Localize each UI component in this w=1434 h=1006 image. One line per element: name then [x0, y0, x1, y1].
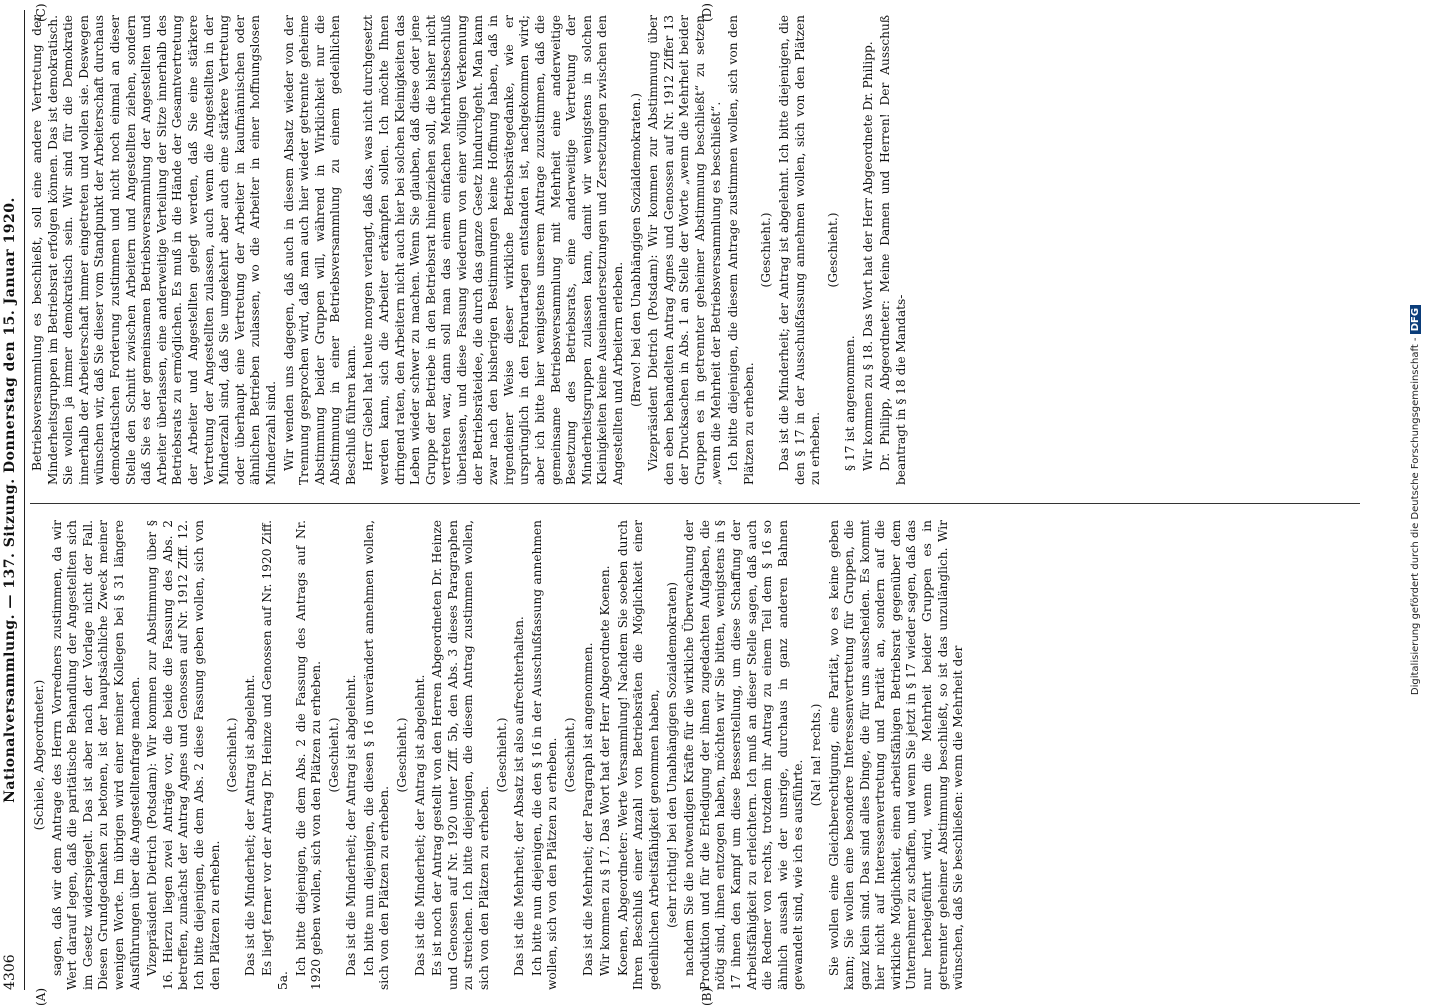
left-column-paragraph: nachdem Sie die notwendigen Kräfte für die wirkliche Überwachung der Produktion und für die Erledigung der ihnen zugedachten Aufgaben, die nötig sind, ihnen entzogen haben, möchten wir Sie bitten, wenigstens in § 17 ihnen den Kampf um diese Besserstellung, um diese Schaffung der Arbeitsfähigkeit zu erleichtern. Ich muß an dieser Stelle sagen, daß auch die Redner von rechts, trotzdem ihr Antrag zu einem Teil dem § 16 so ähnlich aussah wie der unsrige, durchaus in ganz anderen Bahnen gewandelt sind, wie ich es ausführte. — [682, 520, 806, 990]
left-column-paragraph: Wir kommen zu § 17. Das Wort hat der Herr Abgeordnete Koenen. — [598, 565, 613, 976]
left-column-paragraph: (Geschieht.) — [395, 717, 410, 793]
left-column-paragraph: Koenen, Abgeordneter: Werte Versammlung! Nachdem Sie soeben durch Ihren Beschluß einer Anzahl von Betriebsräten die Möglichkeit einer gedeihlichen Arbeitsfähigkeit genommen haben, — [615, 520, 661, 990]
left-column-paragraph: Das ist die Minderheit; der Antrag ist abgelehnt. — [344, 674, 359, 976]
left-column-paragraph: sagen, daß wir dem Antrage des Herrn Vorredners zustimmen, da wir Wert darauf legen, daß die paritätische Behandlung der Angestellten sich im Gesetz widerspiegelt. Das ist aber nach der Vorlage nicht der Fall. Diesen Grundgedanken zu betonen, ist der hauptsächliche Zweck meiner wenigen Worte. Im übrigen wird einer meiner Kollegen bei § 31 längere Ausführungen über die Angestelltenfrage machen. — [49, 520, 142, 990]
right-column-paragraph: Wir wenden uns dagegen, daß auch in diesem Absatz wieder von der Trennung gesprochen wird, daß man auch hier wieder getrennte geheime Abstimmung beider Gruppen will, während in Wirklichkeit nur die Abstimmung in einer Betriebsversammlung zu einem gedeihlichen Beschluß führen kann. — [281, 15, 358, 485]
left-column-paragraph: Ich bitte nun diejenigen, die diesen § 16 unverändert annehmen wollen, sich von den Plätzen zu erheben. — [361, 520, 392, 990]
right-column-paragraph: Ich bitte diejenigen, die diesem Antrage zustimmen wollen, sich von den Plätzen zu erheben. — [726, 15, 756, 485]
left-column-paragraph: (sehr richtig! bei den Unabhängigen Sozialdemokraten) — [664, 582, 679, 928]
margin-mark-b: (B) — [700, 987, 714, 1006]
right-column — [30, 15, 1360, 485]
margin-mark-d: (D) — [700, 3, 714, 22]
credit-text: Digitalisierung gefördert durch die Deutsche Forschungsgemeinschaft - — [1410, 337, 1421, 696]
page-title: Nationalversammlung. — 137. Sitzung. Donnerstag den 15. Januar 1920. — [2, 197, 18, 803]
right-column-paragraph: Das ist die Minderheit; der Antrag ist abgelehnt. Ich bitte diejenigen, die den § 17 in der Ausschußfassung annehmen wollen, sich von den Plätzen zu erheben. — [776, 15, 823, 485]
header-rule — [24, 10, 25, 990]
margin-mark-a: (A) — [34, 987, 48, 1006]
left-column-paragraph: Das ist die Minderheit; der Antrag ist abgelehnt. — [412, 674, 427, 976]
left-column-paragraph: Es liegt ferner vor der Antrag Dr. Heinze und Genossen auf Nr. 1920 Ziff. 5a. — [260, 520, 290, 990]
right-column-paragraph: Vizepräsident Dietrich (Potsdam): Wir kommen zur Abstimmung über den eben behandelten Antrag Agnes und Genossen auf Nr. 1912 Ziffer 13 der Drucksachen in Abs. 1 an Stelle der Worte „wenn die Mehrheit beider Gruppen es in getrennter geheimer Abstimmung beschließt“ zu setzen „wenn die Mehrheit der Betriebsversammlung es beschließt“. — [646, 15, 723, 485]
left-column-paragraph: Ich bitte nun diejenigen, die den § 16 in der Ausschußfassung annehmen wollen, sich von den Plätzen zu erheben. — [529, 520, 560, 990]
left-column-paragraph: Es ist noch der Antrag gestellt von den Herren Abgeordneten Dr. Heinze und Genossen auf Nr. 1920 unter Ziff. 5b, den Abs. 3 dieses Paragraphen zu streichen. Ich bitte diejenigen, die diesem Antrag zustimmen wollen, sich von den Plätzen zu erheben. — [430, 520, 492, 990]
digitization-credit — [1410, 0, 1430, 1000]
text-columns — [30, 10, 1360, 990]
right-column-paragraph: Wir kommen zu § 18. Das Wort hat der Herr Abgeordnete Dr. Philipp. — [860, 41, 875, 471]
left-column-paragraph: (Geschieht.) — [326, 717, 341, 793]
right-column-paragraph: Betriebsversammlung es beschließt, soll eine andere Vertretung der Minderheitsgruppen im Betriebsrat erfolgen können. Das ist demokratisch. Sie wollen ja immer demokratisch sein. Wir sind für die Demokratie innerhalb der Arbeiterschaft immer eingetreten und wollen sie. Deswegen wünschen wir, daß Sie dieser vom Standpunkt der Arbeiterschaft durchaus demokratischen Forderung zustimmen und nicht noch einmal an dieser Stelle den Schnitt zwischen Arbeitern und Angestellten ziehen, sondern daß Sie es der gemeinsamen Betriebsversammlung der Angestellten und Arbeiter überlassen, eine anderweitige Verteilung der Sitze innerhalb des Betriebsrats zu ermöglichen. Es muß in die Hände der Gesamtvertretung der Arbeiter und Angestellten gelegt werden, daß Sie eine stärkere Vertretung der Angestellten zulassen, auch wenn die Angestellten in der Minderzahl sind, daß Sie umgekehrt aber auch eine stärkere Vertretung oder überhaupt eine Vertretung der Arbeiter in kaufmännischen oder ähnlichen Betrieben zulassen, wo die Arbeiter in einer hoffnungslosen Minderzahl sind. — [30, 15, 278, 485]
left-column-paragraph: Das ist die Minderheit; der Antrag ist abgelehnt. — [242, 674, 257, 976]
right-column-paragraph: (Geschieht.) — [759, 212, 774, 288]
page-number: 4306 — [2, 954, 18, 990]
left-column-paragraph: Sie wollen eine Gleichberechtigung, eine Parität, wo es keine geben kann; Sie wollen eine besondere Interessenvertretung für Gruppen, die ganz klein sind. Das sind alles Dinge, die für uns ausscheiden. Es kommt hier nicht auf Interessenvertretung und Parität an, sondern auf die wirkliche Möglichkeit, einen arbeitsfähigen Betriebsrat gegenüber dem Unternehmer zu schaffen, und wenn Sie jetzt in § 17 wieder sagen, daß das nur herbeigeführt wird, wenn die Mehrheit beider Gruppen es in getrennter geheimer Abstimmung beschließt, so ist das unzulänglich. Wir wünschen, daß Sie beschließen: wenn die Mehrheit der — [826, 520, 966, 990]
left-column-paragraph: Das ist die Mehrheit; der Paragraph ist angenommen. — [580, 642, 595, 976]
right-column-paragraph: (Bravo! bei den Unabhängigen Sozialdemokraten.) — [628, 92, 643, 408]
left-column-paragraph: (Na! na! rechts.) — [808, 703, 823, 807]
column-separator — [30, 503, 1360, 504]
right-column-paragraph: (Geschieht.) — [825, 212, 840, 288]
left-column — [30, 520, 1360, 990]
left-column-paragraph: (Schiele, Abgeordneter.) — [32, 679, 46, 831]
right-column-paragraph: § 17 ist angenommen. — [843, 335, 858, 471]
left-column-paragraph: Das ist die Mehrheit; der Absatz ist also aufrechterhalten. — [512, 616, 527, 976]
right-column-paragraph: Dr. Philipp, Abgeordneter: Meine Damen und Herren! Der Ausschuß beantragt in § 18 die Mandats- — [878, 15, 909, 485]
left-column-paragraph: (Geschieht.) — [225, 717, 240, 793]
dfg-logo: DFG — [1410, 305, 1421, 334]
left-column-paragraph: (Geschieht.) — [563, 717, 577, 793]
page-header — [0, 0, 26, 1000]
left-column-paragraph: Vizepräsident Dietrich (Potsdam): Wir kommen zur Abstimmung über § 16. Hierzu liegen zwei Anträge vor, die beide die Fassung des Abs. 2 betreffen, zunächst der Antrag Agnes und Genossen auf Nr. 1912 Ziff. 12. Ich bitte diejenigen, die dem Abs. 2 diese Fassung geben wollen, sich von den Plätzen zu erheben. — [145, 520, 222, 990]
left-column-paragraph: Ich bitte diejenigen, die dem Abs. 2 die Fassung des Antrags auf Nr. 1920 geben wollen, sich von den Plätzen zu erheben. — [293, 520, 324, 990]
left-column-paragraph: (Geschieht.) — [494, 717, 509, 793]
right-column-paragraph: Herr Giebel hat heute morgen verlangt, daß das, was nicht durchgesetzt werden kann, sich die Arbeiter erkämpfen sollen. Ich möchte Ihnen dringend raten, den Arbeitern nicht auch hier bei solchen Kleinigkeiten das Leben wieder schwer zu machen. Wenn Sie glauben, daß diese oder jene Gruppe der Betriebe in den Betriebsrat hineinziehen soll, die bisher nicht vertreten war, dann soll man das einem einfachen Mehrheitsbeschluß überlassen, und diese Fassung wiederum von einer völligen Verkennung der Betriebsräteidee, die durch das ganze Gesetz hindurchgeht. Man kann zwar nach den bisherigen Bestimmungen keine Hoffnung haben, daß in irgendeiner Weise dieser wirkliche Betriebsrätegedanke, wie er ursprünglich in den Februartagen entstanden ist, nachgekommen wird; aber ich bitte hier wenigstens unserem Antrage zuzustimmen, daß die gemeinsame Betriebsversammlung mit Mehrheit eine anderweitige Besetzung des Betriebsrats, eine anderweitige Vertretung der Minderheitsgruppen zulassen kann, damit wir wenigstens in solchen Kleinigkeiten keine Auseinandersetzungen und Zersetzungen zwischen den Angestellten und Arbeitern erleben. — [361, 15, 625, 485]
margin-mark-c: (C) — [34, 3, 48, 22]
